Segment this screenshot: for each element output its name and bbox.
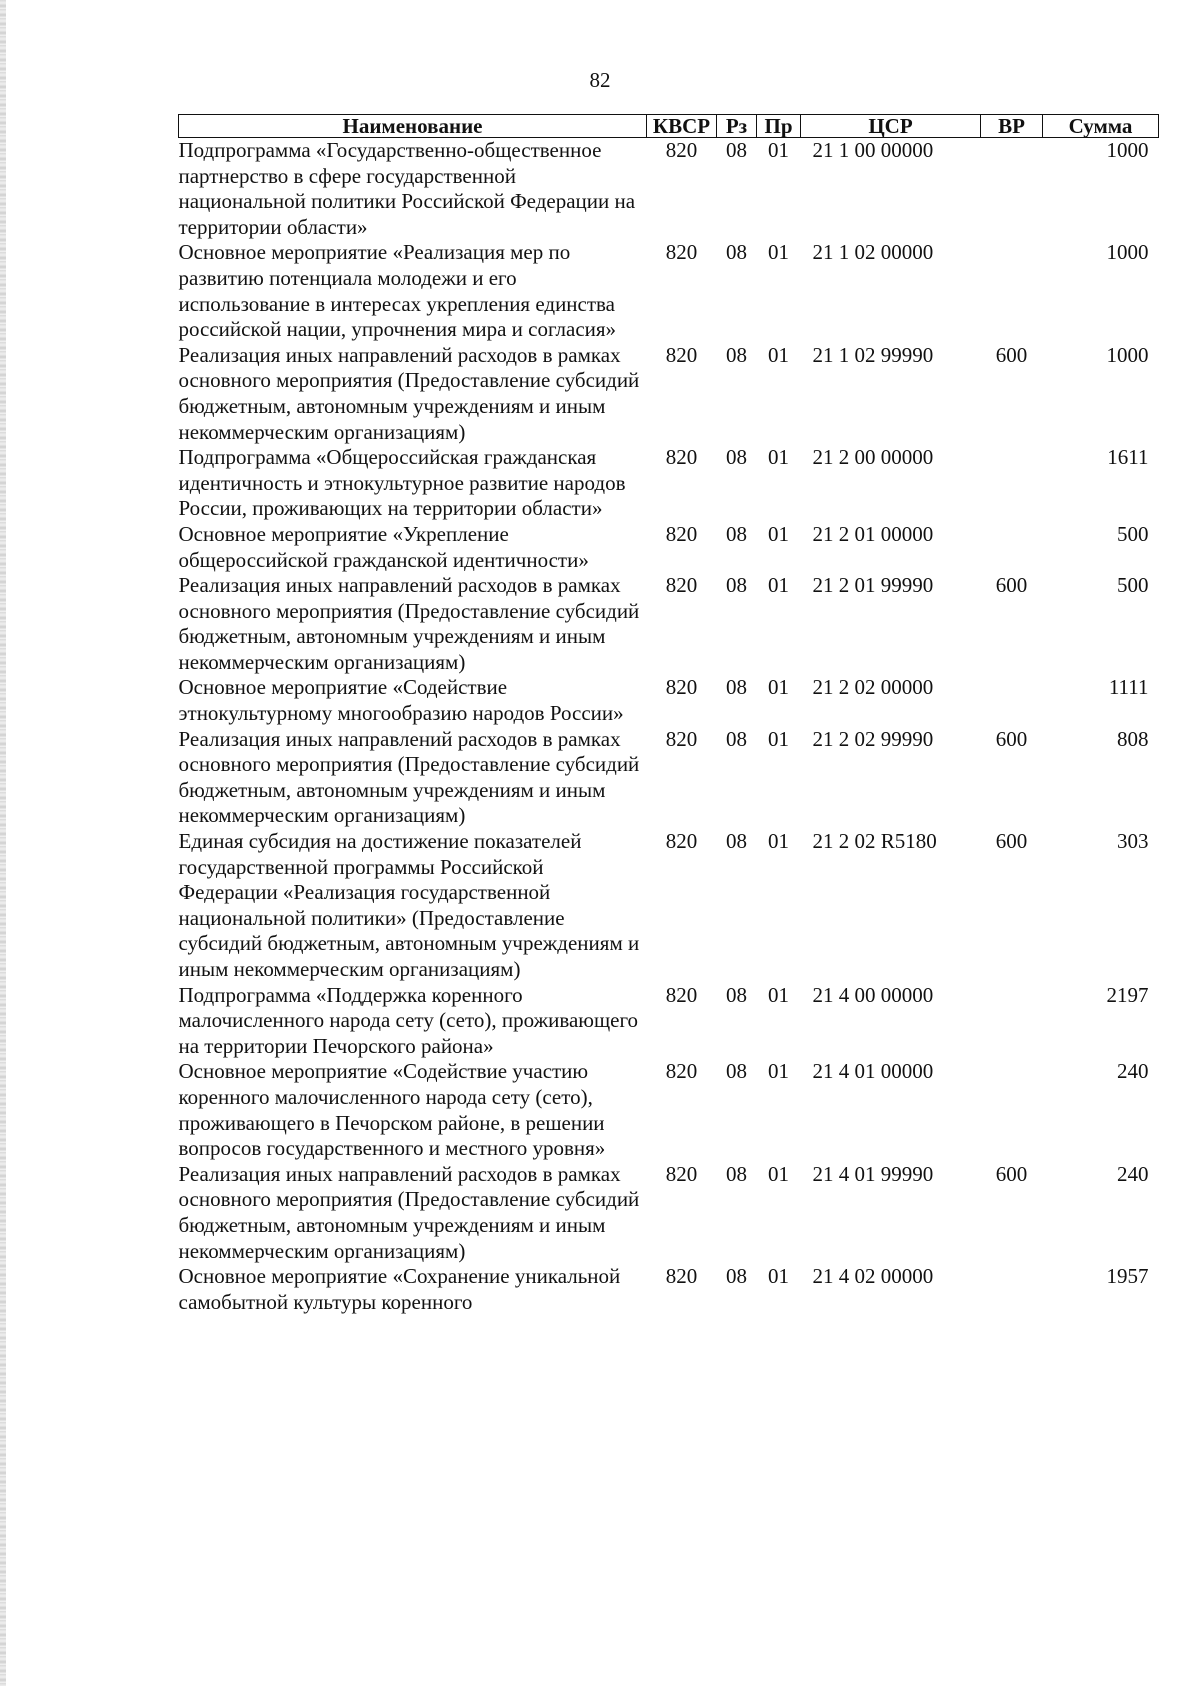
cell-rz: 08 — [726, 829, 747, 854]
table-row — [179, 1059, 1159, 1161]
cell-pr: 01 — [768, 1059, 789, 1084]
cell-name: Подпрограмма «Поддержка коренного малочисленного народа сету (сето), проживающего на территории Печорского района» — [178, 982, 639, 1058]
cell-vr — [981, 1059, 1043, 1161]
cell-csr: 21 2 00 00000 — [812, 445, 934, 470]
cell-name: Основное мероприятие «Укрепление общероссийской гражданской идентичности» — [178, 521, 589, 572]
header-sum: Сумма — [1043, 115, 1159, 138]
cell-name: Подпрограмма «Общероссийская гражданская идентичность и этнокультурное развитие народов России, проживающих на территории области» — [178, 445, 626, 521]
cell-sum: 1000 — [1106, 342, 1149, 367]
cell-rz: 08 — [726, 573, 747, 598]
cell-name: Реализация иных направлений расходов в рамках основного мероприятия (Предоставление субсидий бюджетным, автономным учреждениям и иным некоммерческим организациям) — [178, 342, 640, 444]
page-number: 82 — [589, 68, 611, 92]
cell-csr: 21 4 01 00000 — [812, 1059, 934, 1084]
table-body — [179, 138, 1159, 1316]
cell-name: Реализация иных направлений расходов в рамках основного мероприятия (Предоставление субсидий бюджетным, автономным учреждениям и иным некоммерческим организациям) — [178, 1161, 640, 1263]
cell-pr: 01 — [768, 521, 789, 546]
cell-sum: 240 — [1117, 1161, 1149, 1186]
table-row — [179, 829, 1159, 983]
table-header-row — [179, 115, 1159, 138]
cell-csr: 21 1 02 99990 — [812, 342, 934, 367]
cell-name: Основное мероприятие «Содействие участию коренного малочисленного народа сету (сето), проживающего в Печорском районе, в решении вопросов государственного и местного уровня» — [178, 1059, 606, 1161]
cell-vr — [981, 675, 1043, 726]
cell-rz: 08 — [726, 982, 747, 1007]
cell-kvsr: 820 — [665, 675, 698, 700]
cell-kvsr: 820 — [665, 138, 698, 162]
cell-kvsr: 820 — [665, 1161, 698, 1186]
table-row — [179, 1264, 1159, 1315]
cell-csr: 21 2 02 99990 — [812, 726, 934, 751]
cell-sum: 1000 — [1106, 240, 1149, 265]
cell-pr: 01 — [768, 342, 789, 367]
cell-sum: 2197 — [1106, 982, 1149, 1007]
cell-sum: 808 — [1117, 726, 1149, 751]
cell-kvsr: 820 — [665, 240, 698, 265]
cell-name: Реализация иных направлений расходов в рамках основного мероприятия (Предоставление субсидий бюджетным, автономным учреждениям и иным некоммерческим организациям) — [178, 726, 640, 828]
cell-name: Основное мероприятие «Сохранение уникальной самобытной культуры коренного — [178, 1264, 621, 1314]
cell-pr: 01 — [768, 982, 789, 1007]
cell-csr: 21 1 00 00000 — [812, 138, 934, 162]
table-row — [179, 1162, 1159, 1264]
cell-name: Основное мероприятие «Содействие этнокультурному многообразию народов России» — [178, 675, 624, 726]
header-rz: Рз — [717, 115, 757, 138]
cell-rz: 08 — [726, 445, 747, 470]
header-kvsr: КВСР — [647, 115, 717, 138]
cell-vr — [981, 240, 1043, 342]
cell-pr: 01 — [768, 445, 789, 470]
table-row — [179, 983, 1159, 1060]
cell-vr: 600 — [995, 342, 1028, 367]
table-row — [179, 522, 1159, 573]
cell-sum: 1111 — [1108, 675, 1149, 700]
cell-rz: 08 — [726, 342, 747, 367]
table-row — [179, 445, 1159, 522]
cell-name: Подпрограмма «Государственно-общественное партнерство в сфере государственной национальной политики Российской Федерации на территории области» — [178, 138, 636, 239]
cell-kvsr: 820 — [665, 829, 698, 854]
table-row — [179, 343, 1159, 445]
cell-kvsr: 820 — [665, 342, 698, 367]
header-csr: ЦСР — [801, 115, 981, 138]
cell-csr: 21 2 01 00000 — [812, 521, 934, 546]
cell-name: Единая субсидия на достижение показателей государственной программы Российской Федерации «Реализация государственной национальной политики» (Предоставление субсидий бюджетным, автономным учреждениям и иным некоммерческим организациям) — [178, 829, 640, 981]
cell-rz: 08 — [726, 240, 747, 265]
cell-sum: 500 — [1117, 573, 1149, 598]
cell-kvsr: 820 — [665, 445, 698, 470]
cell-csr: 21 1 02 00000 — [812, 240, 934, 265]
cell-pr: 01 — [768, 726, 789, 751]
cell-kvsr: 820 — [665, 521, 698, 546]
cell-csr: 21 2 02 R5180 — [812, 829, 937, 854]
cell-csr: 21 4 02 00000 — [812, 1264, 934, 1289]
cell-csr: 21 2 02 00000 — [812, 675, 934, 700]
cell-pr: 01 — [768, 829, 789, 854]
header-name: Наименование — [179, 115, 647, 138]
cell-sum: 1611 — [1107, 445, 1149, 470]
cell-rz: 08 — [726, 1161, 747, 1186]
cell-pr: 01 — [768, 1264, 789, 1289]
cell-rz: 08 — [726, 1059, 747, 1084]
table-row — [179, 138, 1159, 241]
cell-kvsr: 820 — [665, 726, 698, 751]
cell-vr — [981, 522, 1043, 573]
cell-sum: 1957 — [1106, 1264, 1149, 1289]
cell-rz: 08 — [726, 138, 747, 162]
cell-vr — [981, 983, 1043, 1060]
cell-vr: 600 — [995, 1161, 1028, 1186]
cell-pr: 01 — [768, 573, 789, 598]
cell-sum: 240 — [1117, 1059, 1149, 1084]
cell-rz: 08 — [726, 726, 747, 751]
cell-vr: 600 — [995, 726, 1028, 751]
header-pr: Пр — [757, 115, 801, 138]
table-row — [179, 573, 1159, 675]
cell-pr: 01 — [768, 138, 789, 162]
cell-vr: 600 — [995, 573, 1028, 598]
cell-vr: 600 — [995, 829, 1028, 854]
cell-kvsr: 820 — [665, 1059, 698, 1084]
cell-sum: 303 — [1117, 829, 1149, 854]
cell-pr: 01 — [768, 675, 789, 700]
cell-kvsr: 820 — [665, 573, 698, 598]
scan-edge — [0, 0, 6, 1686]
cell-rz: 08 — [726, 675, 747, 700]
cell-name: Реализация иных направлений расходов в рамках основного мероприятия (Предоставление субсидий бюджетным, автономным учреждениям и иным некоммерческим организациям) — [178, 573, 640, 674]
table-row — [179, 240, 1159, 342]
cell-csr: 21 4 01 99990 — [812, 1161, 934, 1186]
header-vr: ВР — [981, 115, 1043, 138]
cell-vr — [981, 445, 1043, 522]
cell-rz: 08 — [726, 1264, 747, 1289]
cell-kvsr: 820 — [665, 982, 698, 1007]
cell-sum: 1000 — [1106, 138, 1149, 162]
cell-kvsr: 820 — [665, 1264, 698, 1289]
table-row — [179, 727, 1159, 829]
cell-pr: 01 — [768, 240, 789, 265]
cell-csr: 21 2 01 99990 — [812, 573, 934, 598]
cell-vr — [981, 138, 1043, 241]
cell-pr: 01 — [768, 1161, 789, 1186]
budget-table — [178, 114, 1159, 1315]
cell-csr: 21 4 00 00000 — [812, 982, 934, 1007]
cell-vr — [981, 1264, 1043, 1315]
table-row — [179, 675, 1159, 726]
cell-rz: 08 — [726, 521, 747, 546]
cell-sum: 500 — [1117, 521, 1149, 546]
cell-name: Основное мероприятие «Реализация мер по развитию потенциала молодежи и его использование в интересах укрепления единства российской нации, упрочнения мира и согласия» — [178, 240, 617, 342]
